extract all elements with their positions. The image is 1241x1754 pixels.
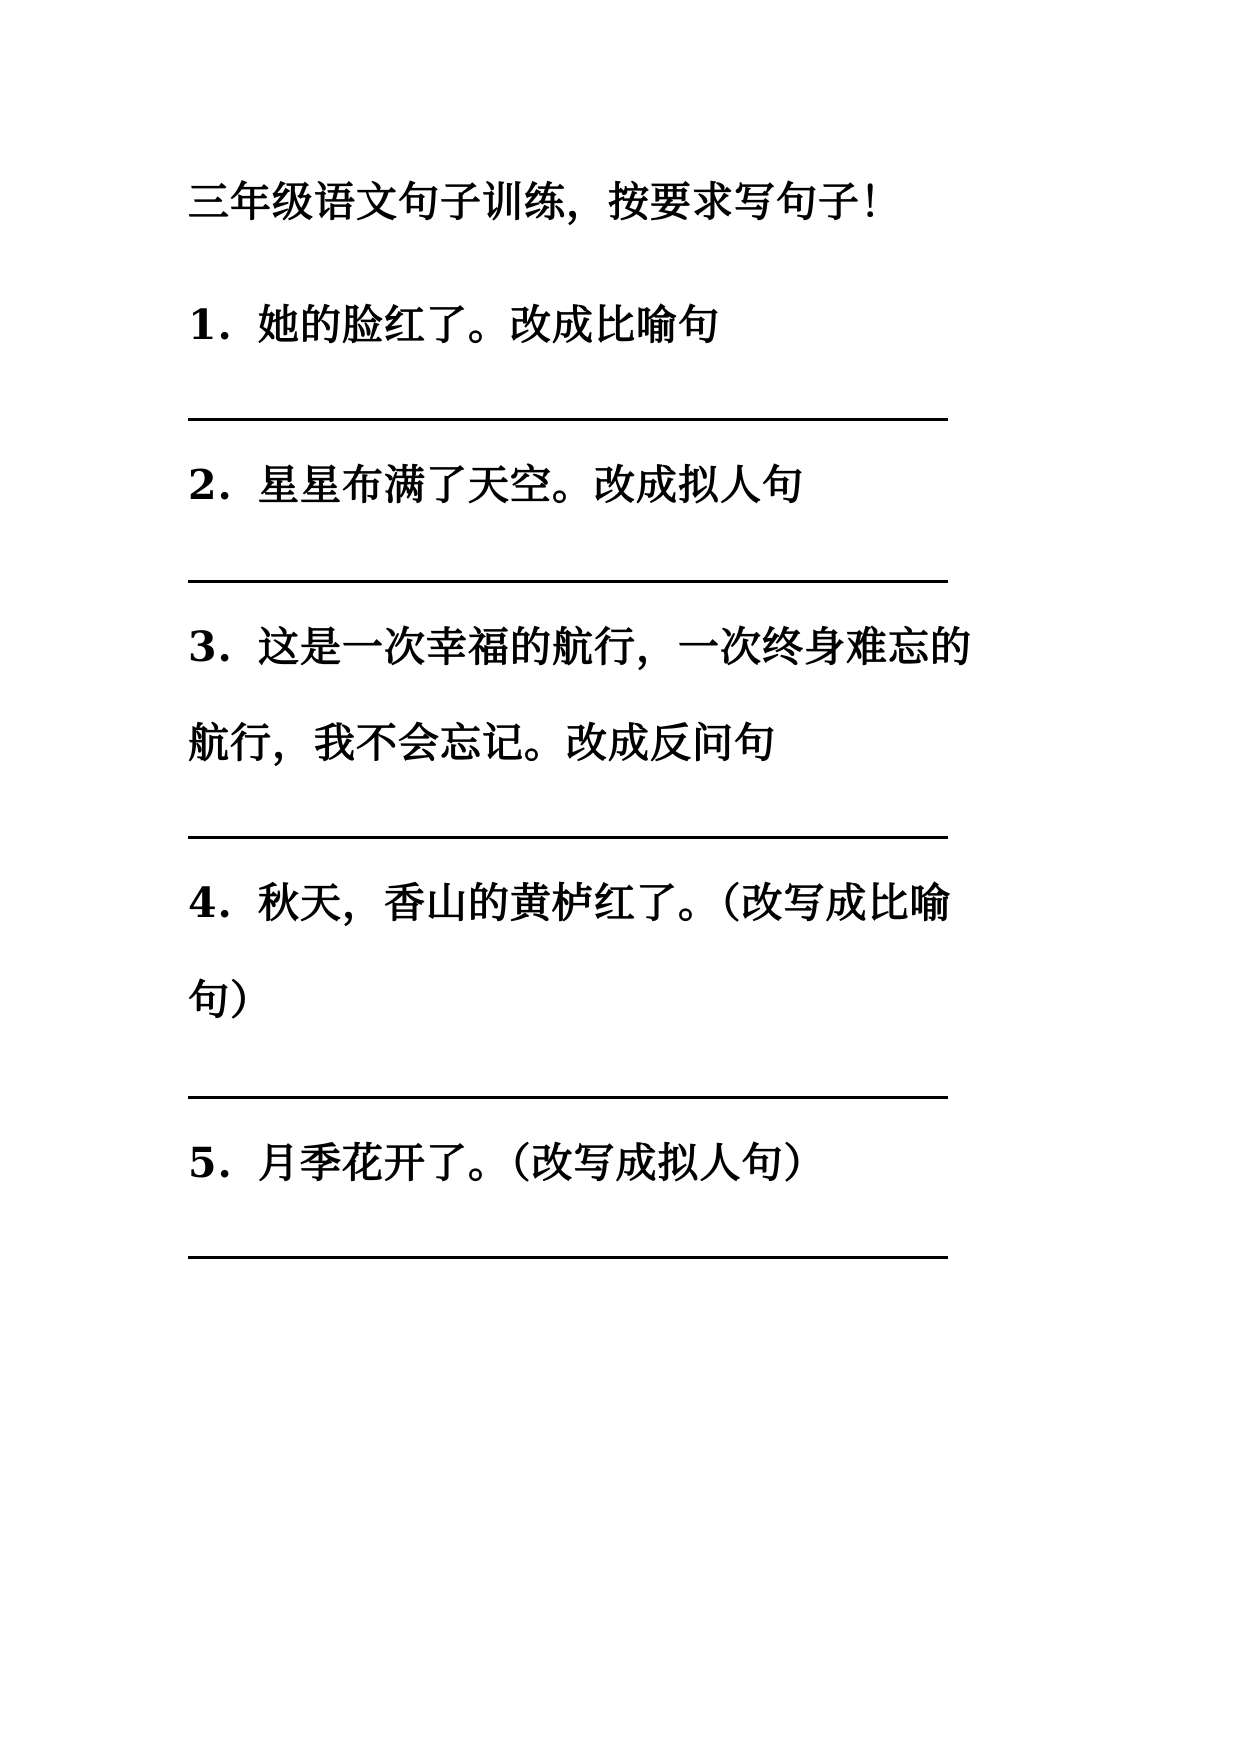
question-4-text-line-2: 句）: [188, 976, 272, 1024]
question-4-number: 4.: [188, 879, 233, 927]
question-5-text: 月季花开了。（改写成拟人句）: [258, 1139, 826, 1187]
question-5: [188, 1138, 826, 1188]
question-3-text-line-2: 航行，我不会忘记。改成反问句: [188, 719, 776, 767]
question-3: [188, 622, 972, 672]
question-4: [188, 878, 952, 928]
answer-line-3[interactable]: [188, 836, 948, 839]
question-5-number: 5.: [188, 1139, 233, 1187]
question-1: [188, 300, 720, 350]
answer-line-4[interactable]: [188, 1096, 948, 1099]
question-4-text-line-1: 秋天，香山的黄栌红了。（改写成比喻: [258, 879, 952, 927]
answer-line-5[interactable]: [188, 1256, 948, 1259]
question-2-number: 2.: [188, 461, 233, 509]
answer-line-1[interactable]: [188, 418, 948, 421]
page-title: 三年级语文句子训练，按要求写句子！: [188, 178, 902, 226]
question-3-number: 3.: [188, 623, 233, 671]
question-3-text-line-1: 这是一次幸福的航行，一次终身难忘的: [258, 623, 972, 671]
question-2: [188, 460, 804, 510]
question-1-text: 她的脸红了。改成比喻句: [258, 301, 720, 349]
question-2-text: 星星布满了天空。改成拟人句: [258, 461, 804, 509]
question-1-number: 1.: [188, 301, 233, 349]
answer-line-2[interactable]: [188, 580, 948, 583]
